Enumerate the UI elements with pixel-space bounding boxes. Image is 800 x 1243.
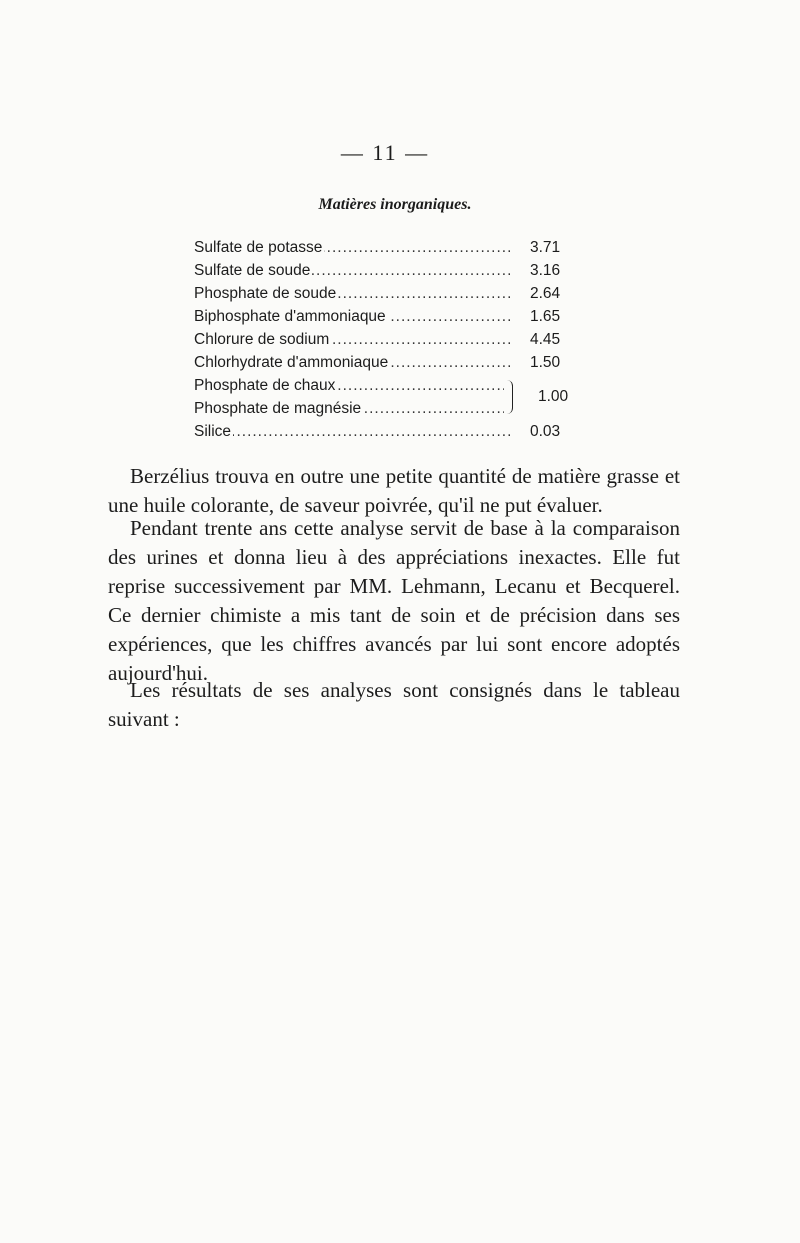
table-row: [194, 374, 594, 397]
table-row: [194, 397, 594, 420]
group-value: 1.00: [538, 388, 569, 405]
page-number: — 11 —: [340, 140, 430, 165]
table-row: [194, 259, 594, 282]
row-label: Silice: [194, 423, 232, 440]
table-group-row: [194, 374, 594, 420]
paragraph: [108, 676, 680, 734]
table-row: [194, 282, 594, 305]
row-label: Chlorhydrate d'ammoniaque: [194, 354, 389, 371]
row-label: Biphosphate d'ammoniaque: [194, 308, 386, 325]
table-row: [194, 420, 594, 443]
row-value: 3.16: [530, 262, 561, 279]
row-value: 1.50: [530, 354, 561, 371]
row-value: 1.65: [530, 308, 561, 325]
row-value: 4.45: [530, 331, 561, 348]
table-row: [194, 305, 594, 328]
paragraph-text: Pendant trente ans cette analyse servit de base à la comparaison des urines et donna lieu à des appréciations inexactes. Elle fut reprise successivement par MM. Lehmann, Lecanu et Becquerel. Ce dernier chimiste a mis tant de soin et de précision dans ses expériences, que les chiffres avancés par lui sont encore adoptés aujourd'hui.: [108, 516, 680, 685]
table-row: [194, 328, 594, 351]
paragraph-text: Berzélius trouva en outre une petite quantité de matière grasse et une huile colorante, de saveur poivrée, qu'il ne put évaluer.: [108, 464, 680, 517]
paragraph: [108, 462, 680, 520]
row-label: Phosphate de magnésie: [194, 400, 362, 417]
brace-bracket: [506, 380, 513, 414]
row-value: 0.03: [530, 423, 561, 440]
section-title: Matières inorganiques.: [318, 196, 472, 213]
row-label: Phosphate de soude: [194, 285, 337, 302]
row-label: Sulfate de soude: [194, 262, 311, 279]
row-label: Chlorure de sodium: [194, 331, 330, 348]
row-label: Phosphate de chaux: [194, 377, 336, 394]
row-value: 3.71: [530, 239, 561, 256]
row-value: 2.64: [530, 285, 561, 302]
row-label: Sulfate de potasse: [194, 239, 323, 256]
table-row: [194, 236, 594, 259]
paragraph: [108, 514, 680, 688]
composition-table: [194, 236, 594, 443]
table-row: [194, 351, 594, 374]
paragraph-text: Les résultats de ses analyses sont consignés dans le tableau suivant :: [108, 678, 680, 731]
